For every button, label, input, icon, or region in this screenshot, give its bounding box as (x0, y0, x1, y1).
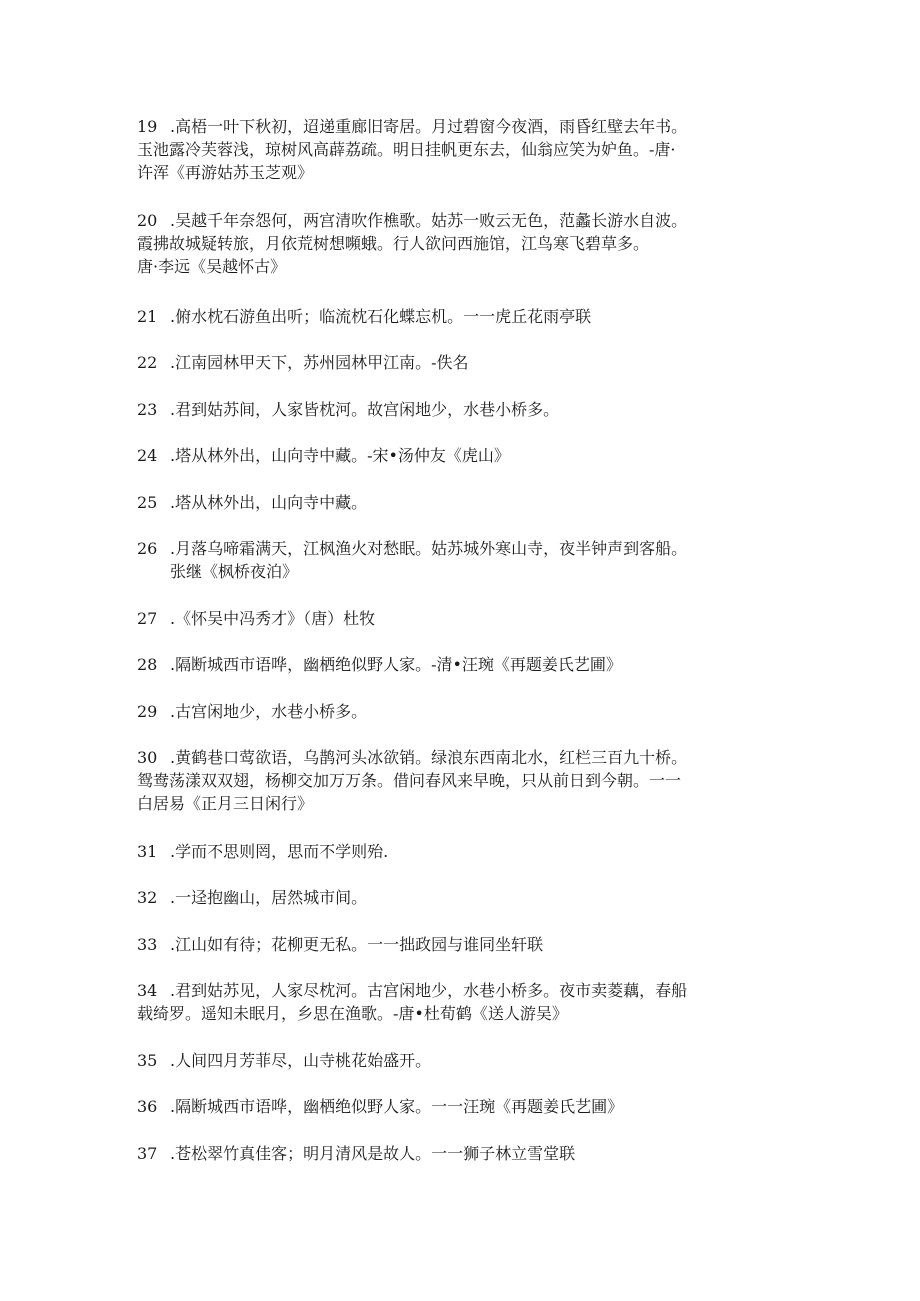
entry-21 (137, 305, 787, 328)
entry-24 (137, 444, 787, 467)
entry-31 (137, 840, 787, 863)
entry-number: 36 (137, 1097, 158, 1116)
entry-28 (137, 653, 787, 676)
entry-22 (137, 351, 787, 374)
entry-37 (137, 1142, 787, 1165)
entry-text: .塔从林外出，山向寺中藏。 (170, 493, 368, 512)
entry-line (137, 700, 787, 723)
entry-number: 32 (137, 888, 158, 907)
entry-19 (137, 115, 787, 184)
entry-text: .《怀吴中冯秀才》（唐）杜牧 (170, 609, 376, 628)
entry-line (137, 351, 787, 374)
entry-number: 24 (137, 446, 158, 465)
entry-line (137, 840, 787, 863)
entry-line (137, 933, 787, 956)
entry-line (137, 1142, 787, 1165)
entry-text: .吴越千年奈怨何，两宫清吹作樵歌。姑苏一败云无色，范蠡长游水自波。 (170, 211, 688, 230)
entry-text: .江山如有待；花柳更无私。一一拙政园与谁同坐轩联 (170, 935, 544, 954)
entry-line (137, 491, 787, 514)
entry-line (137, 607, 787, 630)
entry-text: .俯水枕石游鱼出听；临流枕石化蝶忘机。一一虎丘花雨亭联 (170, 307, 592, 326)
entry-number: 21 (137, 307, 158, 326)
entry-number: 29 (137, 702, 158, 721)
entry-line: 玉池露冷芙蓉浅，琼树风高薜荔疏。明日挂帆更东去，仙翁应笑为妒鱼。-唐· (137, 140, 676, 159)
entry-line (137, 746, 787, 769)
entry-number: 35 (137, 1051, 158, 1070)
entry-number: 30 (137, 748, 158, 767)
entry-text: .塔从林外出，山向寺中藏。-宋•汤仲友《虎山》 (170, 446, 510, 465)
entry-text: .人间四月芳菲尽，山寺桃花始盛开。 (170, 1051, 432, 1070)
entry-line: 张继《枫桥夜泊》 (170, 562, 299, 581)
entry-33 (137, 933, 787, 956)
entry-26 (137, 537, 787, 583)
entry-20 (137, 209, 787, 278)
entry-text: .黄鹤巷口莺欲语，乌鹊河头冰欲销。绿浪东西南北水，红栏三百九十桥。 (170, 748, 688, 767)
entry-text: .江南园林甲天下，苏州园林甲江南。-佚名 (170, 353, 469, 372)
entry-text: .高梧一叶下秋初，迢递重廊旧寄居。月过碧窗今夜酒，雨昏红壁去年书。 (170, 117, 688, 136)
entry-text: .隔断城西市语哗，幽栖绝似野人家。一一汪琬《再题姜氏艺圃》 (170, 1097, 624, 1116)
entry-text: .隔断城西市语哗，幽栖绝似野人家。-清•汪琬《再题姜氏艺圃》 (170, 655, 622, 674)
entry-number: 28 (137, 655, 158, 674)
entry-number: 25 (137, 493, 158, 512)
entry-line (137, 209, 787, 232)
entry-25 (137, 491, 787, 514)
entry-text: .一迳抱幽山，居然城市间。 (170, 888, 368, 907)
entry-line (137, 305, 787, 328)
entry-number: 23 (137, 400, 158, 419)
entry-text: .月落乌啼霜满天，江枫渔火对愁眠。姑苏城外寒山寺，夜半钟声到客船。 (170, 539, 688, 558)
entry-number: 20 (137, 211, 158, 230)
entry-line (137, 979, 787, 1002)
entry-line (137, 398, 787, 421)
entry-line: 白居易《正月三日闲行》 (137, 794, 314, 813)
entry-text: .君到姑苏见，人家尽枕河。古宫闲地少，水巷小桥多。夜市卖菱藕，春船 (170, 981, 688, 1000)
entry-number: 34 (137, 981, 158, 1000)
entry-line: 鸳鸯荡漾双双翅，杨柳交加万万条。借问春风来早晚，只从前日到今朝。一一 (137, 771, 682, 790)
entry-line (137, 444, 787, 467)
entry-number: 27 (137, 609, 158, 628)
entry-number: 37 (137, 1144, 158, 1163)
entry-line: 载绮罗。遥知未眠月，乡思在渔歌。-唐•杜荀鹤《送人游吴》 (137, 1004, 568, 1023)
entry-line (137, 537, 787, 560)
entry-text: .君到姑苏间，人家皆枕河。故宫闲地少，水巷小桥多。 (170, 400, 560, 419)
entry-30 (137, 746, 787, 815)
entry-27 (137, 607, 787, 630)
entry-line (137, 886, 787, 909)
entry-line: 许浑《再游姑苏玉芝观》 (137, 163, 314, 182)
entry-36 (137, 1095, 787, 1118)
entry-line: 唐·李远《吴越怀古》 (137, 257, 287, 276)
entry-23 (137, 398, 787, 421)
entry-line (137, 1049, 787, 1072)
entry-line (137, 115, 787, 138)
entry-line: 霞拂故城疑转旅，月依荒树想嚬蛾。行人欲问西施馆，江鸟寒飞碧草多。 (137, 234, 650, 253)
entry-line (137, 1095, 787, 1118)
entry-34 (137, 979, 787, 1025)
entry-32 (137, 886, 787, 909)
entry-number: 26 (137, 539, 158, 558)
entry-line (137, 653, 787, 676)
entry-number: 33 (137, 935, 158, 954)
entry-number: 22 (137, 353, 158, 372)
entry-number: 31 (137, 842, 158, 861)
entry-text: .苍松翠竹真佳客；明月清风是故人。一一狮子林立雪堂联 (170, 1144, 576, 1163)
entry-35 (137, 1049, 787, 1072)
entry-number: 19 (137, 117, 158, 136)
entry-text: .学而不思则罔，思而不学则殆. (170, 842, 389, 861)
entry-29 (137, 700, 787, 723)
entry-text: .古宫闲地少，水巷小桥多。 (170, 702, 368, 721)
